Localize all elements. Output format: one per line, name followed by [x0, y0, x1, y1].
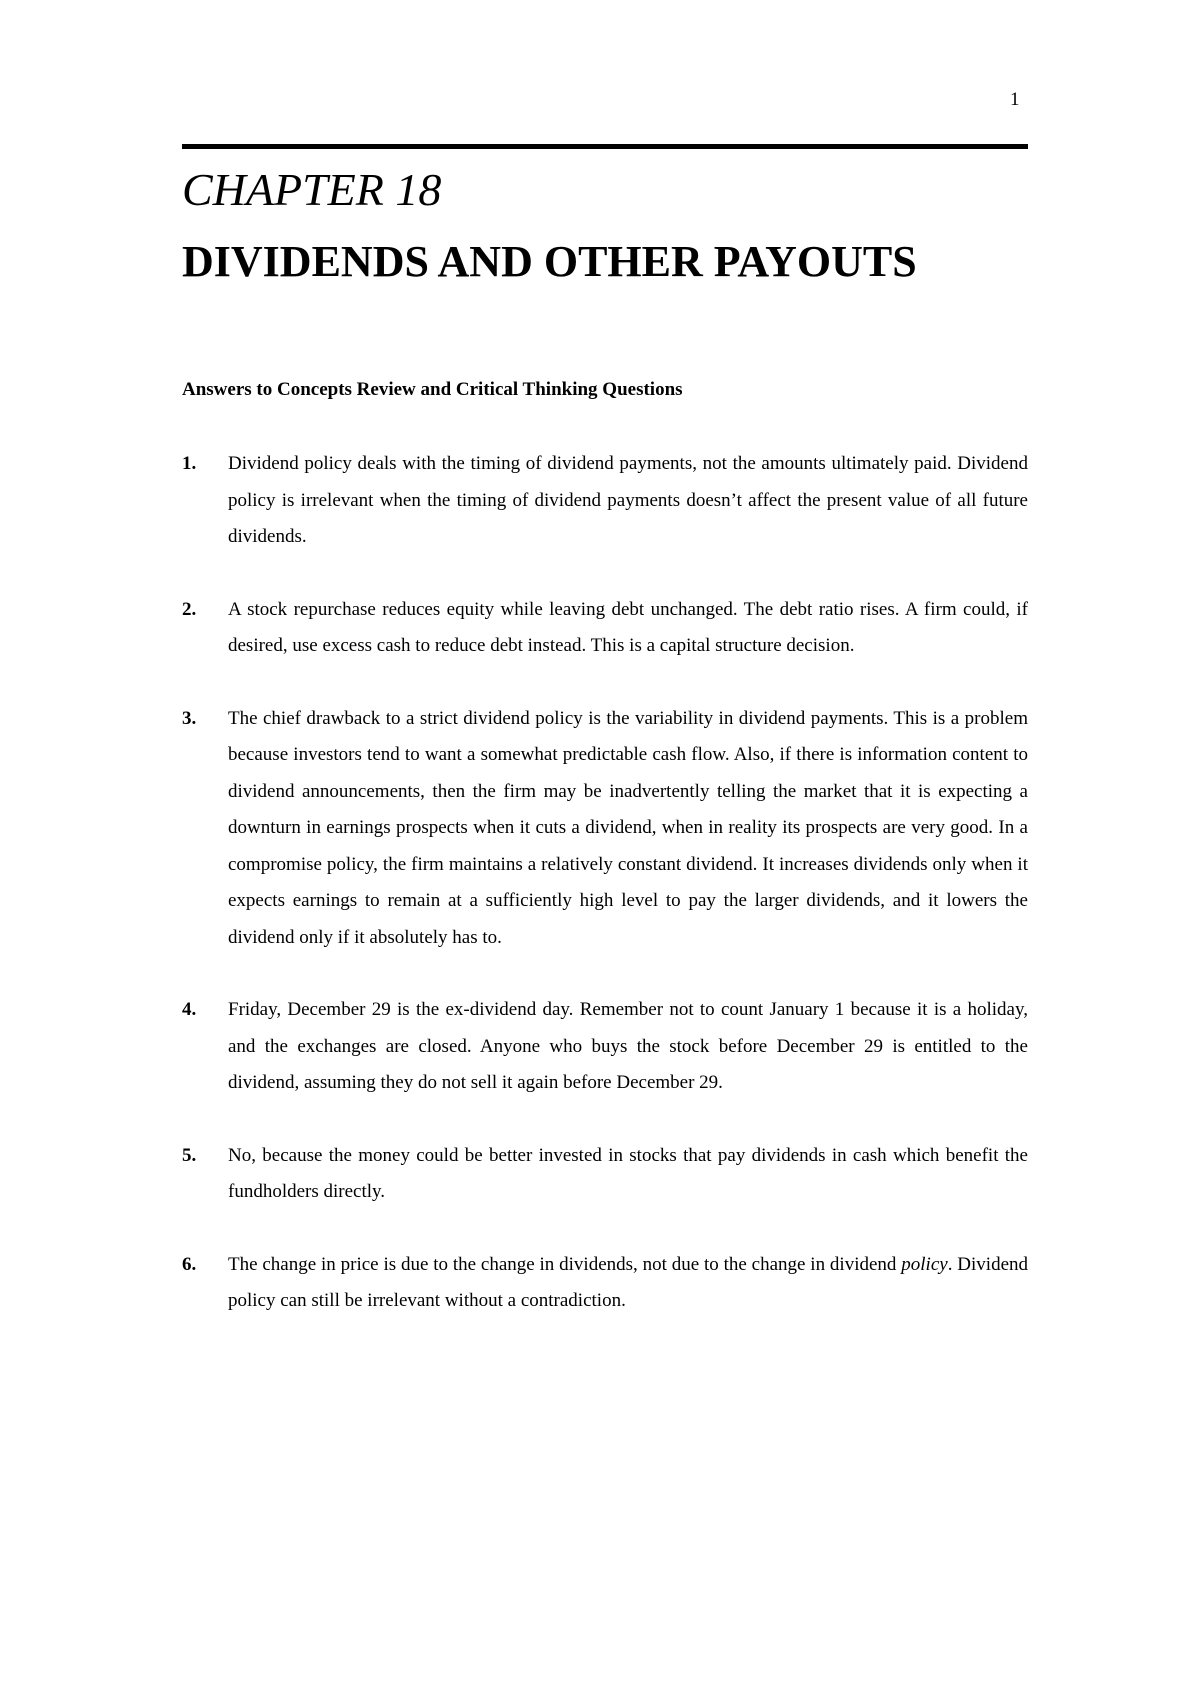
chapter-title: DIVIDENDS AND OTHER PAYOUTS — [182, 237, 917, 286]
answer-text: The chief drawback to a strict dividend policy is the variability in dividend payments. This is a problem because investors tend to want a somewhat predictable cash flow. Also, if there is information content to dividend announcements, then the firm may be inadvertently telling the market that it is expecting a downturn in earnings prospects when it cuts a dividend, when in reality its prospects are very good. In a compromise policy, the firm maintains a relatively constant dividend. It increases dividends only when it expects earnings to remain at a sufficiently high level to pay the larger dividends, and it lowers the dividend only if it absolutely has to. — [228, 707, 1028, 948]
answer-item-3 — [182, 701, 1028, 957]
answer-list — [182, 446, 1028, 1356]
answer-item-1 — [182, 446, 1028, 556]
section-heading: Answers to Concepts Review and Critical Thinking Questions — [182, 379, 683, 400]
answer-item-6 — [182, 1247, 1028, 1320]
answer-number: 6. — [182, 1253, 197, 1275]
answer-number: 5. — [182, 1144, 197, 1166]
answer-text-emphasis: policy — [901, 1253, 948, 1275]
answer-text-part: . Dividend policy can still be irrelevant without a contradiction. — [228, 1253, 1029, 1311]
answer-item-4 — [182, 992, 1028, 1102]
answer-text: Dividend policy deals with the timing of dividend payments, not the amounts ultimately paid. Dividend policy is irrelevant when the timing of dividend payments doesn’t affect the present value of all future dividends. — [228, 453, 1028, 547]
page-number: 1 — [1010, 89, 1020, 110]
answer-number: 1. — [182, 453, 197, 474]
answer-number: 4. — [182, 999, 197, 1020]
answer-text-part: The change in price is due to the change in dividends, not due to the change in dividend — [228, 1253, 902, 1275]
header-rule — [182, 144, 1028, 149]
answer-item-5 — [182, 1138, 1028, 1211]
chapter-label: CHAPTER 18 — [182, 164, 442, 215]
answer-text — [228, 1254, 1028, 1312]
answer-text: A stock repurchase reduces equity while leaving debt unchanged. The debt ratio rises. A firm could, if desired, use excess cash to reduce debt instead. This is a capital structure decision. — [228, 598, 1028, 656]
answer-item-2 — [182, 592, 1028, 665]
answer-text: Friday, December 29 is the ex-dividend day. Remember not to count January 1 because it is a holiday, and the exchanges are closed. Anyone who buys the stock before December 29 is entitled to the dividend, assuming they do not sell it again before December 29. — [228, 999, 1028, 1093]
answer-number: 3. — [182, 707, 197, 729]
answer-number: 2. — [182, 598, 197, 620]
answer-text: No, because the money could be better invested in stocks that pay dividends in cash which benefit the fundholders directly. — [228, 1144, 1028, 1202]
